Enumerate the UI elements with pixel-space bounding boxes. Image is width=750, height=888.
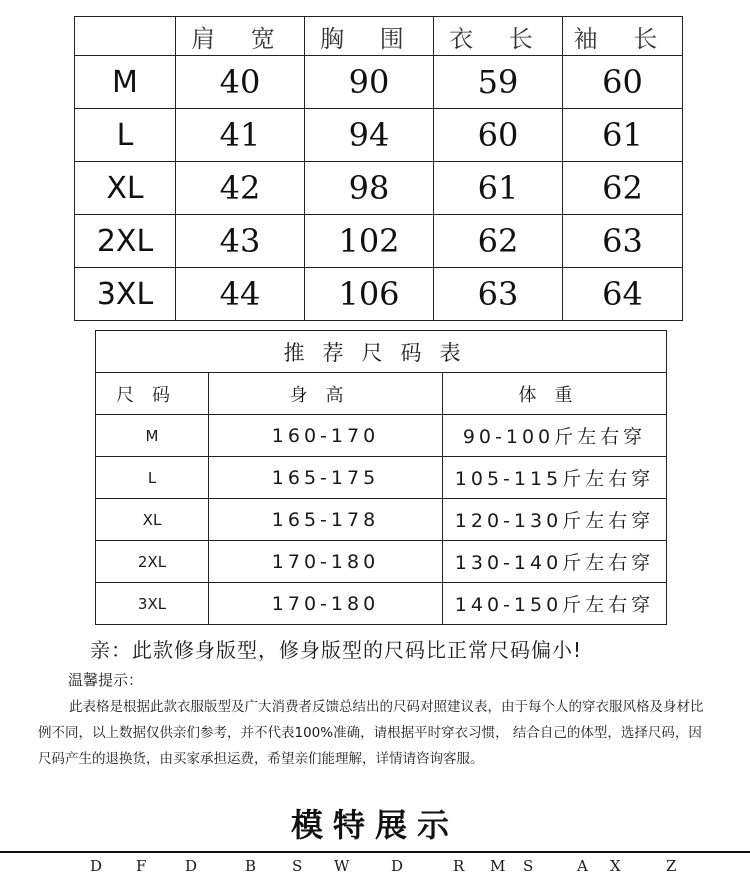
size-cell: M — [96, 415, 209, 457]
size-table — [74, 16, 683, 321]
tips-body — [38, 694, 706, 772]
table-cell: 61 — [434, 162, 563, 215]
table-cell: 63 — [434, 268, 563, 321]
table-row — [96, 457, 667, 499]
height-cell: 160-170 — [209, 415, 443, 457]
table-cell: 98 — [305, 162, 434, 215]
table-cell: 106 — [305, 268, 434, 321]
model-letter: F — [136, 857, 147, 875]
table-cell: 60 — [563, 56, 683, 109]
weight-cell: 130-140斤左右穿 — [443, 541, 667, 583]
recommend-size-table — [95, 330, 667, 625]
table-cell: 61 — [563, 109, 683, 162]
tips-label: 温馨提示： — [68, 671, 144, 689]
weight-cell: 120-130斤左右穿 — [443, 499, 667, 541]
height-cell: 165-178 — [209, 499, 443, 541]
table-row — [96, 415, 667, 457]
size-table-header-cell: 衣 长 — [434, 17, 563, 56]
table-cell: 42 — [176, 162, 305, 215]
size-cell: L — [75, 109, 176, 162]
size-table-header-row — [75, 17, 683, 56]
height-cell: 170-180 — [209, 583, 443, 625]
table-row — [75, 215, 683, 268]
weight-cell: 140-150斤左右穿 — [443, 583, 667, 625]
table-row — [96, 541, 667, 583]
recommend-table-title: 推荐尺码表 — [96, 331, 667, 373]
size-cell: M — [75, 56, 176, 109]
model-letter: M — [490, 857, 506, 875]
model-letter: A — [577, 857, 588, 875]
size-table-header-cell: 肩 宽 — [176, 17, 305, 56]
table-row — [75, 56, 683, 109]
table-cell: 59 — [434, 56, 563, 109]
model-letter: D — [90, 857, 103, 875]
recommend-header-height: 身高 — [209, 373, 443, 415]
fit-note: 亲：此款修身版型，修身版型的尺码比正常尺码偏小! — [90, 638, 583, 662]
height-cell: 170-180 — [209, 541, 443, 583]
table-cell: 90 — [305, 56, 434, 109]
table-row — [96, 583, 667, 625]
model-section-title: 模特展示 — [290, 806, 459, 844]
table-cell: 44 — [176, 268, 305, 321]
table-cell: 64 — [563, 268, 683, 321]
size-cell: 3XL — [75, 268, 176, 321]
weight-cell: 105-115斤左右穿 — [443, 457, 667, 499]
size-table-header-cell: 袖 长 — [563, 17, 683, 56]
size-cell: XL — [96, 499, 209, 541]
model-letter: B — [245, 857, 257, 875]
table-cell: 63 — [563, 215, 683, 268]
model-letter: Z — [666, 857, 677, 875]
model-letter: X — [610, 857, 621, 875]
model-letter: S — [292, 857, 303, 875]
table-cell: 102 — [305, 215, 434, 268]
model-letter: R — [453, 857, 465, 875]
tips-text: 此表格是根据此款衣服版型及广大消费者反馈总结出的尺码对照建议表，由于每个人的穿衣服风格及身材比例不同，以上数据仅供亲们参考，并不代表100%准确，请根据平时穿衣习惯， 结合自己的体型，选择尺码，因尺码产生的退换货，由买家承担运费，希望亲们能理解，详情请咨询客服。 — [38, 699, 704, 767]
table-cell: 60 — [434, 109, 563, 162]
size-table-header-cell — [75, 17, 176, 56]
model-letter: D — [185, 857, 198, 875]
size-cell: L — [96, 457, 209, 499]
recommend-header-size: 尺码 — [96, 373, 209, 415]
model-letter: D — [391, 857, 404, 875]
recommend-header-weight: 体重 — [443, 373, 667, 415]
table-row — [75, 162, 683, 215]
model-letters-row — [0, 857, 750, 881]
height-cell: 165-175 — [209, 457, 443, 499]
section-divider — [0, 851, 750, 853]
model-letter: W — [334, 857, 350, 875]
size-cell: 2XL — [75, 215, 176, 268]
size-cell: 2XL — [96, 541, 209, 583]
recommend-table-header-row — [96, 373, 667, 415]
table-row — [96, 499, 667, 541]
table-cell: 94 — [305, 109, 434, 162]
size-table-header-cell: 胸 围 — [305, 17, 434, 56]
table-cell: 40 — [176, 56, 305, 109]
table-cell: 41 — [176, 109, 305, 162]
weight-cell: 90-100斤左右穿 — [443, 415, 667, 457]
table-cell: 43 — [176, 215, 305, 268]
size-cell: 3XL — [96, 583, 209, 625]
size-cell: XL — [75, 162, 176, 215]
table-row — [75, 268, 683, 321]
table-row — [75, 109, 683, 162]
table-cell: 62 — [563, 162, 683, 215]
table-cell: 62 — [434, 215, 563, 268]
model-letter: S — [523, 857, 534, 875]
